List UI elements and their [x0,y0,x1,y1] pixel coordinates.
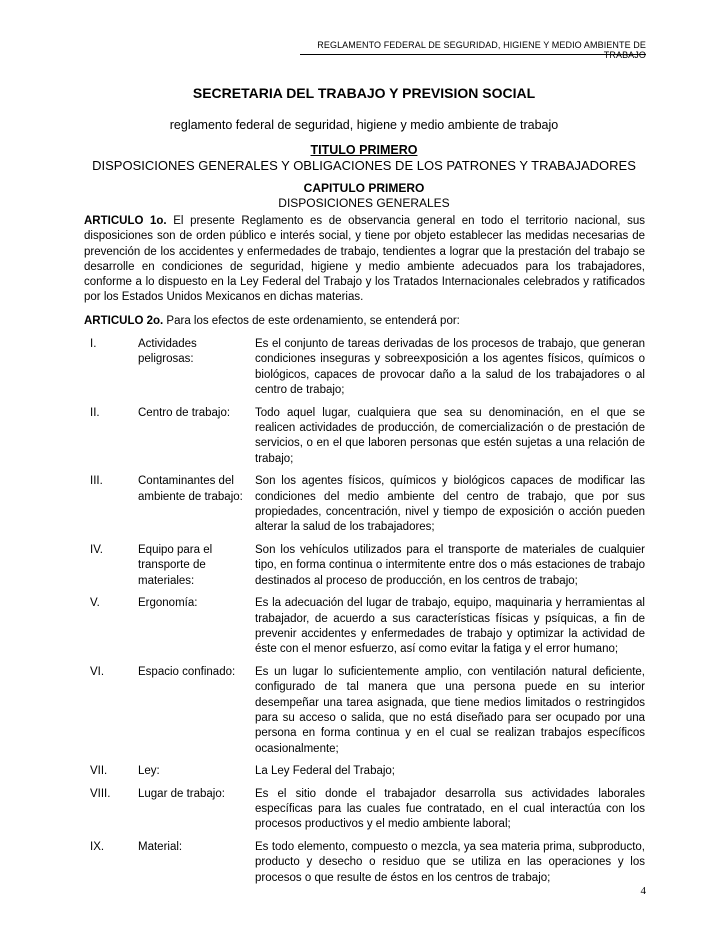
article-2-label: ARTICULO 2o. [84,315,164,327]
definition-term: Lugar de trabajo: [138,787,225,800]
definition-description: Son los agentes físicos, químicos y biológicos capaces de modificar las condiciones del medio ambiente del centro de trabajo, que por sus propiedades, concentración, nivel y tiempo de exposición o acción pueden alterar la salud de los trabajadores; [255,475,645,534]
definition-term: Contaminantes del ambiente de trabajo: [138,475,243,503]
definition-item [84,337,645,399]
definition-term: Espacio confinado: [138,665,236,678]
definition-term: Centro de trabajo: [138,406,231,419]
article-2 [84,314,645,329]
definition-number: VII. [90,765,108,778]
definition-item [84,543,645,589]
definition-number: III. [90,475,103,488]
definition-description: Es el conjunto de tareas derivadas de los procesos de trabajo, que generan condiciones inseguras y sobreexposición a los agentes físicos, químicos o biológicos, capaces de provocar daño a la salud de los trabajadores o al centro de trabajo; [255,338,645,397]
definition-item [84,406,645,468]
definition-number: VI. [90,665,105,678]
page-number: 4 [640,885,646,897]
definition-description: Es un lugar lo suficientemente amplio, con ventilación natural deficiente, configurado de tal manera que una persona puede en su interior desempeñar una tarea asignada, que tiene medios limitados o restringidos para su acceso o salida, que no está diseñado para ser ocupado por una persona en forma continua y en el cual se realizan trabajos específicos ocasionalmente; [255,665,645,755]
definition-number: II. [90,406,100,419]
article-1 [84,214,645,306]
definition-item [84,840,645,886]
capitulo-heading: CAPITULO PRIMERO [303,181,425,195]
definition-description: Es el sitio donde el trabajador desarrolla sus actividades laborales específicas para las cuales fue contratado, en el cual interactúa con los procesos productivos y el medio ambiente laboral; [255,787,645,831]
definition-item [84,787,645,833]
article-1-text: El presente Reglamento es de observancia general en todo el territorio nacional, sus disposiciones son de orden público e interés social, y tiene por objeto establecer las medidas necesarias de prevención de los accidentes y enfermedades de trabajo, tendientes a lograr que la prestación del trabajo se desarrolle en condiciones de seguridad, higiene y medio ambiente adecuados para los trabajadores, conforme a lo dispuesto en la Ley Federal del Trabajo y los Tratados Internacionales celebrados y ratificados por los Estados Unidos Mexicanos en dichas materias. [84,215,645,304]
reglamento-subtitle: reglamento federal de seguridad, higiene y medio ambiente de trabajo [169,118,559,132]
definition-item [84,764,645,779]
definitions-list [84,337,645,893]
article-1-label: ARTICULO 1o. [84,215,167,227]
definition-description: Es todo elemento, compuesto o mezcla, ya sea materia prima, subproducto, producto y desecho o residuo que se utiliza en las operaciones y los procesos o que resulte de éstos en los centros de trabajo; [255,840,645,884]
definition-item [84,665,645,757]
header-rule [300,54,646,55]
article-2-text: Para los efectos de este ordenamiento, se entenderá por: [163,315,460,327]
definition-number: I. [90,338,97,350]
definition-item [84,474,645,536]
secretaria-heading: SECRETARIA DEL TRABAJO Y PREVISION SOCIAL [192,85,536,101]
definition-term: Ergonomía: [138,597,198,610]
definition-number: V. [90,597,100,610]
capitulo-subtitle: DISPOSICIONES GENERALES [278,196,450,210]
definition-term: Equipo para el transporte de materiales: [138,543,213,587]
titulo-subtitle: DISPOSICIONES GENERALES Y OBLIGACIONES DE LOS PATRONES Y TRABAJADORES [92,158,636,173]
titulo-heading: TITULO PRIMERO [310,143,418,157]
definition-item [84,596,645,658]
definition-number: IV. [90,543,104,556]
definition-number: VIII. [90,787,111,800]
definition-description: Es la adecuación del lugar de trabajo, equipo, maquinaria y herramientas al trabajador, de acuerdo a sus características físicas y psíquicas, a fin de prevenir accidentes y enfermedades de trabajo y optimizar la actividad de éste con el menor esfuerzo, así como evitar la fatiga y el error humano; [255,597,645,656]
definition-description: Todo aquel lugar, cualquiera que sea su denominación, en el que se realicen actividades de producción, de comercialización o de prestación de servicios, o en el que laboren personas que estén sujetas a una relación de trabajo; [255,406,645,465]
definition-term: Actividades peligrosas: [138,338,197,366]
definition-term: Ley: [138,765,160,778]
definition-description: Son los vehículos utilizados para el transporte de materiales de cualquier tipo, en forma continua o intermitente entre dos o más estaciones de trabajo destinados al proceso de producción, en los centros de trabajo; [255,543,645,587]
running-header: REGLAMENTO FEDERAL DE SEGURIDAD, HIGIENE Y MEDIO AMBIENTE DE TRABAJO [317,40,646,60]
definition-description: La Ley Federal del Trabajo; [255,765,396,778]
definition-number: IX. [90,840,105,853]
definition-term: Material: [138,840,183,853]
